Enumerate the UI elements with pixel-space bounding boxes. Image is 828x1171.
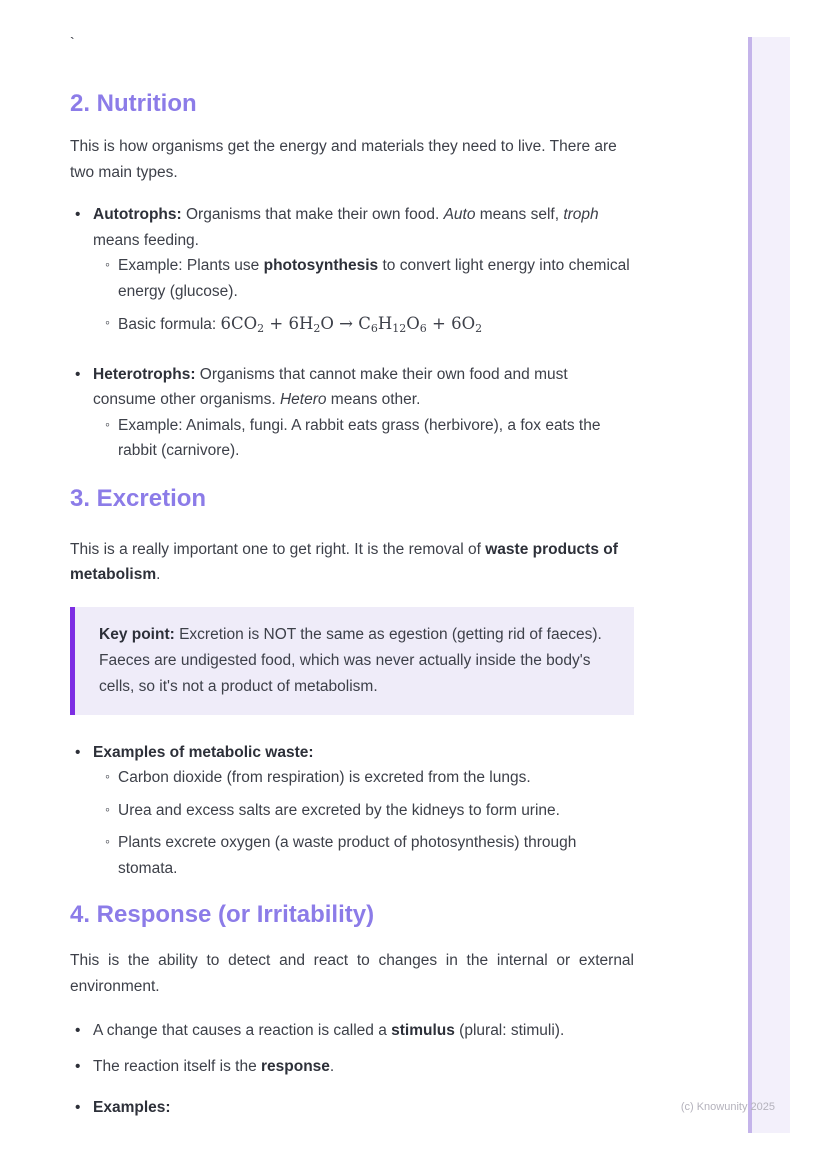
item-text: Autotrophs: Organisms that make their own food. Auto means self, troph means feeding. xyxy=(93,206,599,249)
keypoint-callout xyxy=(70,607,634,715)
circle-bullet-icon xyxy=(105,764,110,790)
list-item-urea xyxy=(93,798,634,824)
list-item-metabolic-waste xyxy=(70,740,634,882)
list-item-response xyxy=(70,1054,634,1080)
bullet-list-nutrition xyxy=(70,202,634,464)
list-item-heterotrophs xyxy=(70,362,634,464)
circle-bullet-icon xyxy=(105,829,110,855)
bullet-icon xyxy=(75,740,80,766)
paragraph-nutrition-intro: This is how organisms get the energy and materials they need to live. There are two main types. xyxy=(70,138,617,181)
bullet-icon xyxy=(75,202,80,228)
sub-bullet-list xyxy=(93,253,634,342)
bullet-icon xyxy=(75,1095,80,1121)
item-text: Example: Animals, fungi. A rabbit eats grass (herbivore), a fox eats the rabbit (carnivore). xyxy=(118,416,601,459)
item-text: Urea and excess salts are excreted by the kidneys to form urine. xyxy=(118,801,560,819)
stray-backtick: ` xyxy=(70,34,75,50)
heading-nutrition: 2. Nutrition xyxy=(70,90,197,117)
formula-text: Basic formula: 6CO2 + 6H2O → C6H12O6 + 6O2 xyxy=(118,314,483,335)
bullet-list-response xyxy=(70,1018,634,1121)
item-text: Examples of metabolic waste: xyxy=(93,743,314,761)
list-item-photosynthesis-example xyxy=(93,253,634,304)
list-item-carbon-dioxide xyxy=(93,765,634,791)
keypoint-text: Key point: Excretion is NOT the same as egestion (getting rid of faeces). Faeces are undigested food, which was never actually inside the body's cells, so it's not a product of metabolism. xyxy=(99,625,602,695)
paragraph-excretion-intro: This is a really important one to get right. It is the removal of waste products of metabolism. xyxy=(70,540,618,583)
paragraph-response-intro: This is the ability to detect and react to changes in the internal or external environment. xyxy=(70,952,634,995)
item-text: Heterotrophs: Organisms that cannot make their own food and must consume other organisms. Hetero means other. xyxy=(93,365,568,408)
item-text: Examples: xyxy=(93,1099,171,1116)
circle-bullet-icon xyxy=(105,310,110,336)
list-item-stimulus xyxy=(70,1018,634,1044)
bullet-icon xyxy=(75,1054,80,1080)
item-text: A change that causes a reaction is called a stimulus (plural: stimuli). xyxy=(93,1022,565,1039)
section-nutrition xyxy=(70,90,634,464)
list-item-plants-oxygen xyxy=(93,830,634,881)
watermark: (c) Knowunity 2025 xyxy=(680,1101,775,1113)
sub-bullet-list xyxy=(93,765,634,881)
item-text: Carbon dioxide (from respiration) is excreted from the lungs. xyxy=(118,769,531,786)
bullet-icon xyxy=(75,362,80,388)
section-excretion xyxy=(70,485,634,882)
circle-bullet-icon xyxy=(105,252,110,278)
circle-bullet-icon xyxy=(105,412,110,438)
page-content xyxy=(70,0,634,1121)
circle-bullet-icon xyxy=(105,797,110,823)
heading-response: 4. Response (or Irritability) xyxy=(70,901,375,928)
item-text: The reaction itself is the response. xyxy=(93,1057,335,1075)
item-text: Plants excrete oxygen (a waste product of photosynthesis) through stomata. xyxy=(118,834,577,877)
next-page-edge xyxy=(748,37,790,1133)
list-item-examples xyxy=(70,1095,634,1121)
section-response xyxy=(70,901,634,1121)
sub-bullet-list xyxy=(93,413,634,464)
item-text: Example: Plants use photosynthesis to convert light energy into chemical energy (glucose). xyxy=(118,257,630,300)
heading-excretion: 3. Excretion xyxy=(70,484,207,512)
list-item-animals-example xyxy=(93,413,634,464)
list-item-basic-formula xyxy=(93,311,634,342)
list-item-autotrophs xyxy=(70,202,634,342)
bullet-list-excretion xyxy=(70,740,634,882)
bullet-icon xyxy=(75,1018,80,1044)
